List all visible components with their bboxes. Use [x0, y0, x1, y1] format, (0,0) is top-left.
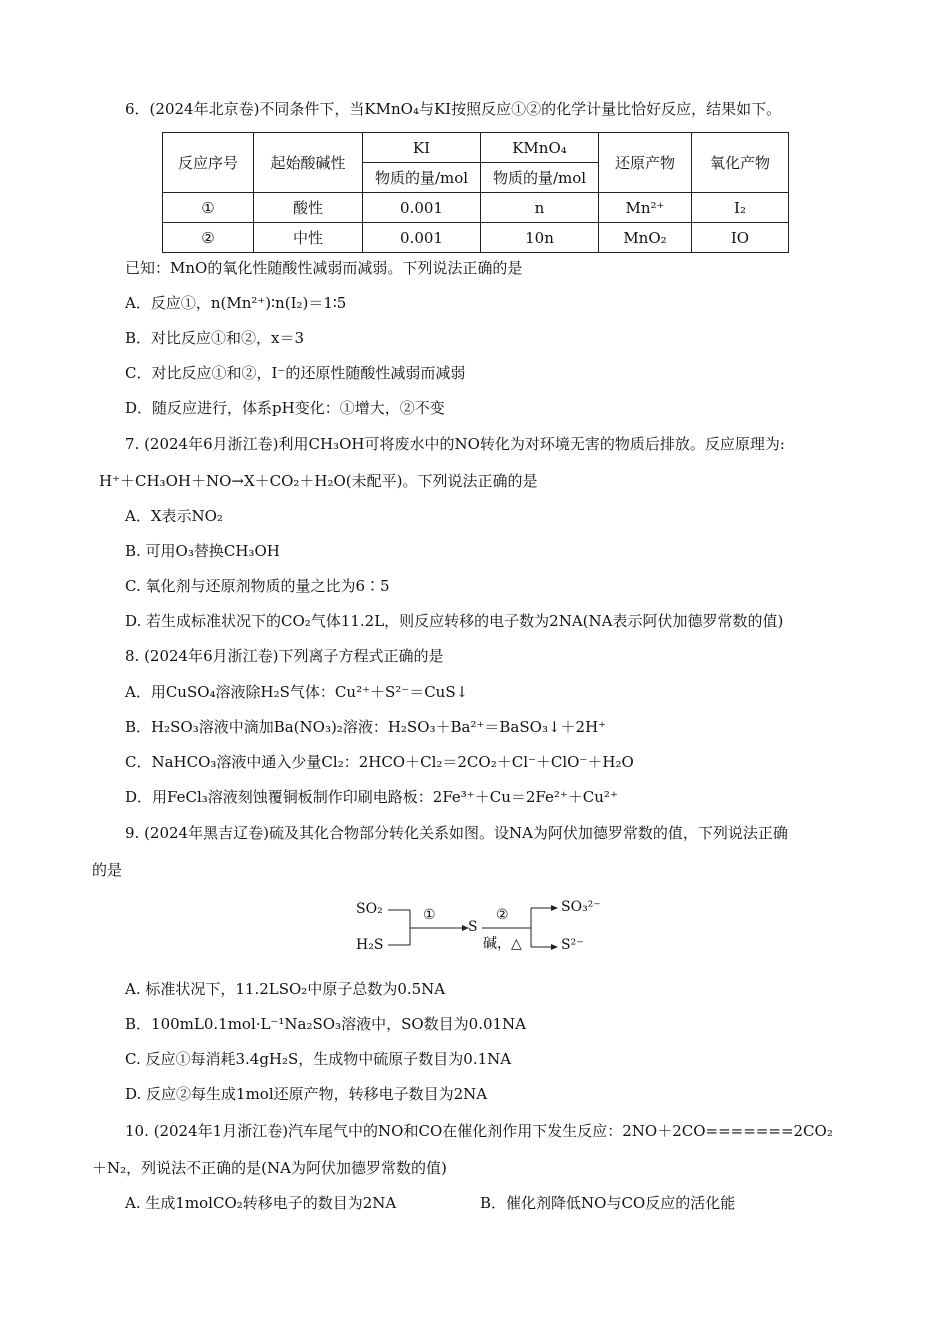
th-ki-amount: 物质的量/mol [363, 163, 481, 193]
cell-acidity: 中性 [254, 223, 363, 253]
th-reduction-product: 还原产物 [599, 133, 692, 193]
th-acidity: 起始酸碱性 [254, 133, 363, 193]
q8-option-b: B．H₂SO₃溶液中滴加Ba(NO₃)₂溶液：H₂SO₃＋Ba²⁺＝BaSO₃↓＋2H⁺ [125, 718, 607, 736]
cell-oxidation: IO [692, 223, 789, 253]
q9-option-b: B．100mL0.1mol·L⁻¹Na₂SO₃溶液中，SO数目为0.01NA [125, 1015, 527, 1033]
step2-label: ② [496, 907, 509, 923]
q7-stem: 7. (2024年6月浙江卷)利用CH₃OH可将废水中的NO转化为对环境无害的物质后排放。反应原理为: [125, 435, 785, 453]
q6-option-d: D．随反应进行，体系pH变化：①增大，②不变 [125, 399, 445, 417]
q10-option-b: B．催化剂降低NO与CO反应的活化能 [480, 1194, 736, 1212]
q8-option-d: D．用FeCl₃溶液刻蚀覆铜板制作印刷电路板：2Fe³⁺＋Cu＝2Fe²⁺＋Cu²⁺ [125, 788, 618, 806]
h2s-label: H₂S [356, 937, 384, 953]
q6-stem-text: 6．(2024年北京卷)不同条件下，当KMnO₄与KI按照反应①②的化学计量比恰好反应，结果如下。 [125, 100, 782, 118]
cell-seq: ② [163, 223, 254, 253]
q8-option-c: C．NaHCO₃溶液中通入少量Cl₂：2HCO＋Cl₂＝2CO₂＋Cl⁻＋ClO⁻＋H₂O [125, 753, 634, 771]
so3-label: SO₃²⁻ [561, 899, 601, 915]
so2-label: SO₂ [356, 901, 383, 917]
s2-label: S²⁻ [561, 937, 584, 953]
q6-option-a: A．反应①，n(Mn²⁺)∶n(I₂)＝1∶5 [125, 294, 347, 312]
q10-option-a: A. 生成1molCO₂转移电子的数目为2NA [125, 1194, 397, 1212]
q6-stem [125, 99, 781, 119]
q10-stem-line2: ＋N₂，列说法不正确的是(NA为阿伏加德罗常数的值) [92, 1159, 447, 1177]
cell-ki: 0.001 [363, 193, 481, 223]
q9-option-a: A. 标准状况下，11.2LSO₂中原子总数为0.5NA [125, 980, 446, 998]
s-label: S [468, 919, 478, 935]
table-row [163, 193, 789, 223]
cell-seq: ① [163, 193, 254, 223]
step1-label: ① [423, 907, 436, 923]
cell-ki: 0.001 [363, 223, 481, 253]
cell-acidity: 酸性 [254, 193, 363, 223]
q9-stem-line2: 的是 [92, 861, 123, 879]
q8-stem: 8. (2024年6月浙江卷)下列离子方程式正确的是 [125, 647, 444, 665]
q7-option-a: A．X表示NO₂ [125, 507, 223, 525]
th-kmno4: KMnO₄ [481, 133, 599, 163]
th-seq: 反应序号 [163, 133, 254, 193]
th-kmno4-amount: 物质的量/mol [481, 163, 599, 193]
q7-option-b: B. 可用O₃替换CH₃OH [125, 542, 280, 560]
q9-stem-line1: 9. (2024年黑吉辽卷)硫及其化合物部分转化关系如图。设NA为阿伏加德罗常数的值，下列说法正确 [125, 824, 788, 842]
q6-option-b: B．对比反应①和②，x＝3 [125, 329, 305, 347]
q6-known: 已知：MnO的氧化性随酸性减弱而减弱。下列说法正确的是 [125, 259, 523, 277]
th-ki: KI [363, 133, 481, 163]
cell-kmno4: n [481, 193, 599, 223]
cell-reduction: MnO₂ [599, 223, 692, 253]
q10-stem-line1: 10. (2024年1月浙江卷)汽车尾气中的NO和CO在催化剂作用下发生反应：2NO＋2CO=======2CO₂ [125, 1122, 833, 1140]
q9-option-d: D. 反应②每生成1mol还原产物，转移电子数目为2NA [125, 1085, 488, 1103]
condition-label: 碱，△ [483, 936, 522, 952]
q7-option-c: C. 氧化剂与还原剂物质的量之比为6∶5 [125, 577, 390, 595]
q7-equation: H⁺＋CH₃OH＋NO→X＋CO₂＋H₂O(未配平)。下列说法正确的是 [99, 472, 538, 490]
reaction-table [162, 132, 789, 253]
cell-oxidation: I₂ [692, 193, 789, 223]
q7-option-d: D. 若生成标准状况下的CO₂气体11.2L，则反应转移的电子数为2NA(NA表示阿伏加德罗常数的值) [125, 612, 784, 630]
table-row [163, 223, 789, 253]
cell-reduction: Mn²⁺ [599, 193, 692, 223]
q8-option-a: A．用CuSO₄溶液除H₂S气体：Cu²⁺＋S²⁻＝CuS↓ [125, 683, 469, 701]
cell-kmno4: 10n [481, 223, 599, 253]
q9-option-c: C. 反应①每消耗3.4gH₂S，生成物中硫原子数目为0.1NA [125, 1050, 512, 1068]
q6-option-c: C．对比反应①和②，I⁻的还原性随酸性减弱而减弱 [125, 364, 466, 382]
th-oxidation-product: 氧化产物 [692, 133, 789, 193]
sulfur-conversion-diagram [355, 897, 605, 957]
